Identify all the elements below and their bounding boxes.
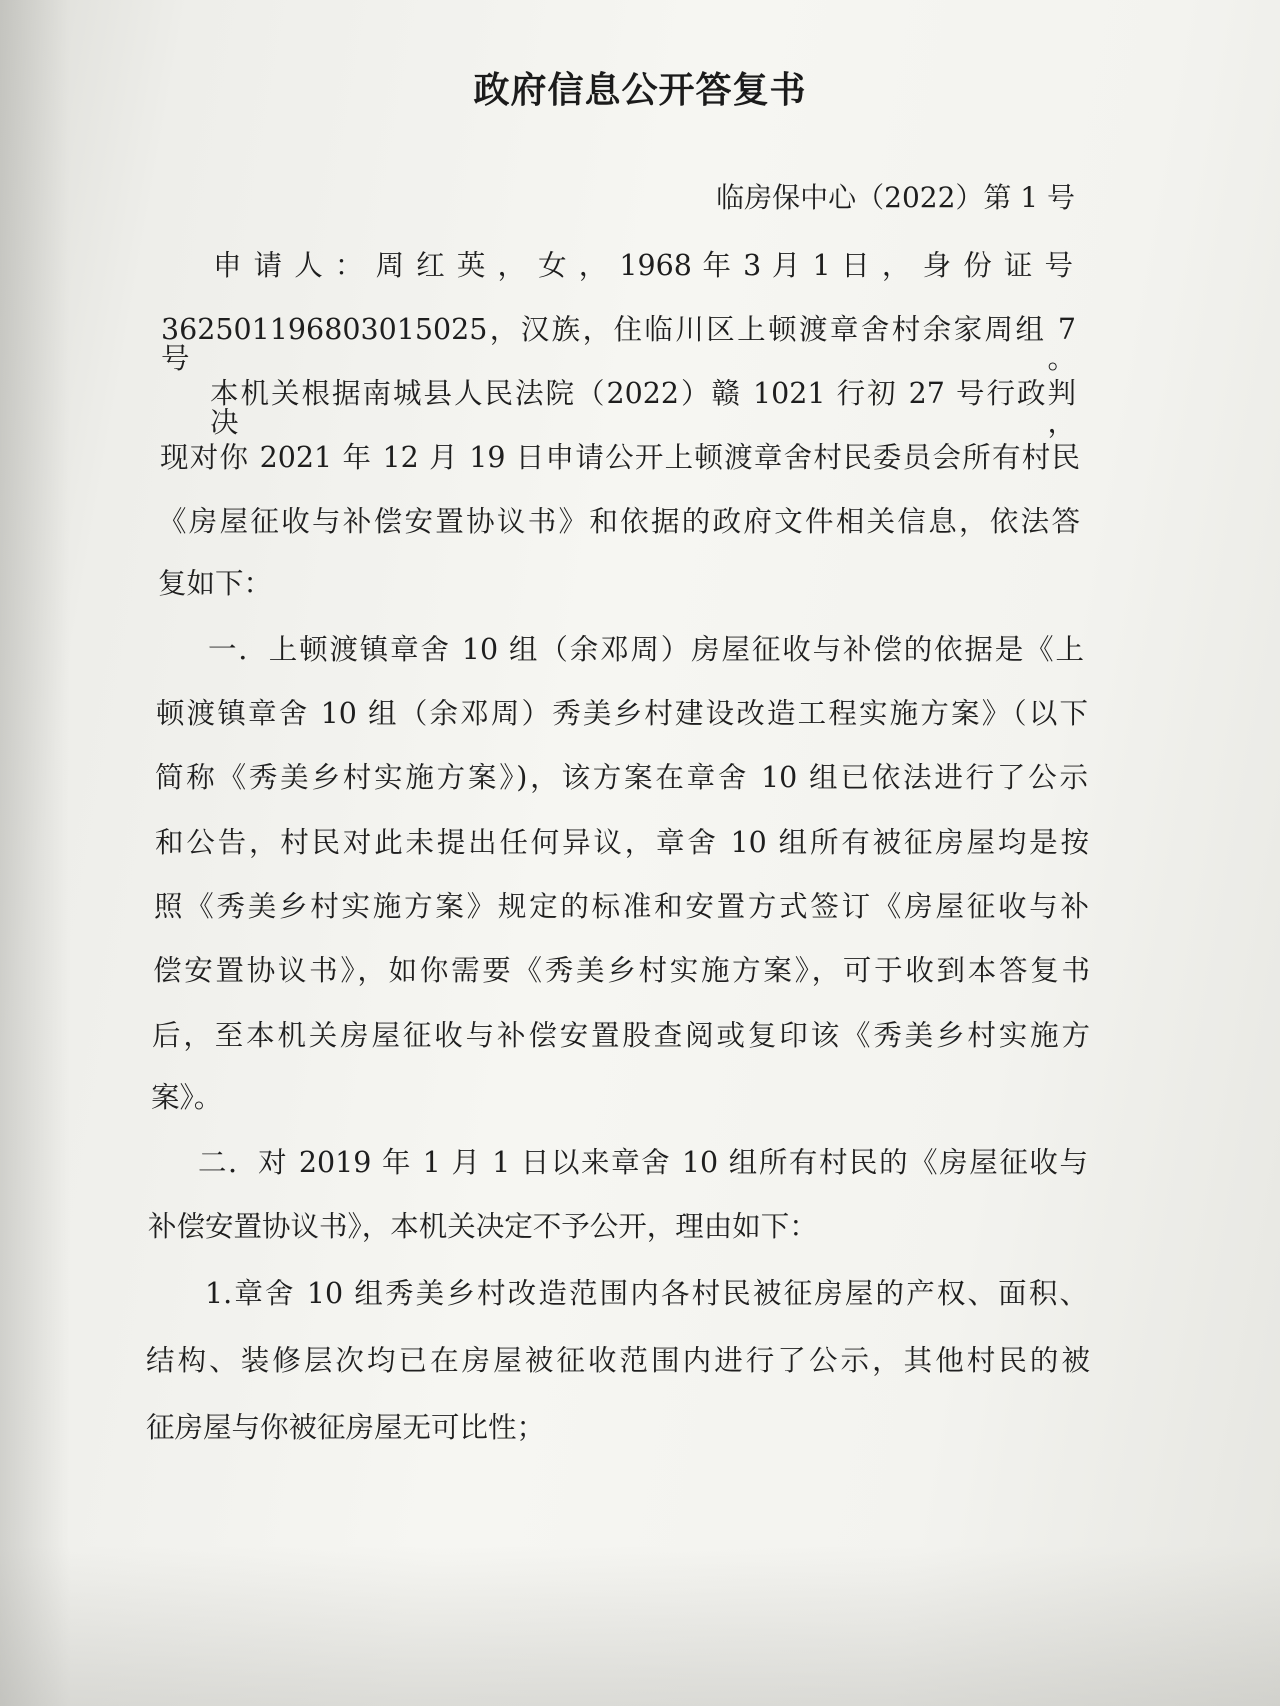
body-line: 362501196803015025，汉族，住临川区上顿渡章舍村余家周组 7 号。 <box>161 313 1076 375</box>
body-line: 照《秀美乡村实施方案》规定的标准和安置方式签订《房屋征收与补 <box>154 890 1089 923</box>
body-line: 顿渡镇章舍 10 组（余邓周）秀美乡村建设改造工程实施方案》（以下 <box>156 697 1088 730</box>
body-line: 征房屋与你被征房屋无可比性； <box>146 1411 546 1444</box>
body-line: 本机关根据南城县人民法院（2022）赣 1021 行初 27 号行政判决， <box>210 377 1076 439</box>
body-line: 1.章舍 10 组秀美乡村改造范围内各村民被征房屋的产权、面积、 <box>205 1277 1088 1310</box>
body-line: 补偿安置协议书》，本机关决定不予公开，理由如下： <box>148 1210 818 1243</box>
document-number: 临房保中心（2022）第 1 号 <box>716 181 1075 214</box>
document-title: 政府信息公开答复书 <box>473 69 807 111</box>
body-line: 和公告，村民对此未提出任何异议，章舍 10 组所有被征房屋均是按 <box>155 826 1089 859</box>
body-line: 一．上顿渡镇章舍 10 组（余邓周）房屋征收与补偿的依据是《上 <box>208 633 1084 666</box>
body-line: 二．对 2019 年 1 月 1 日以来章舍 10 组所有村民的《房屋征收与 <box>198 1146 1088 1179</box>
page-shadow-left <box>0 0 70 1706</box>
body-line: 简称《秀美乡村实施方案》)，该方案在章舍 10 组已依法进行了公示 <box>155 761 1088 794</box>
page-shadow-bottom <box>0 1546 1280 1706</box>
body-line: 现对你 2021 年 12 月 19 日申请公开上顿渡章舍村民委员会所有村民 <box>160 441 1080 474</box>
body-line: 复如下： <box>158 567 273 600</box>
body-line: 后，至本机关房屋征收与补偿安置股查阅或复印该《秀美乡村实施方 <box>152 1019 1090 1052</box>
body-line: 申 请 人 ： 周 红 英 ， 女 ， 1968 年 3 月 1 日 ， 身 份 证 号 <box>213 249 1073 282</box>
body-line: 偿安置协议书》，如你需要《秀美乡村实施方案》，可于收到本答复书 <box>153 954 1090 987</box>
body-line: 结构、装修层次均已在房屋被征收范围内进行了公示，其他村民的被 <box>146 1344 1090 1377</box>
body-line: 案》。 <box>151 1081 223 1114</box>
body-line: 《房屋征收与补偿安置协议书》和依据的政府文件相关信息，依法答 <box>158 505 1080 538</box>
